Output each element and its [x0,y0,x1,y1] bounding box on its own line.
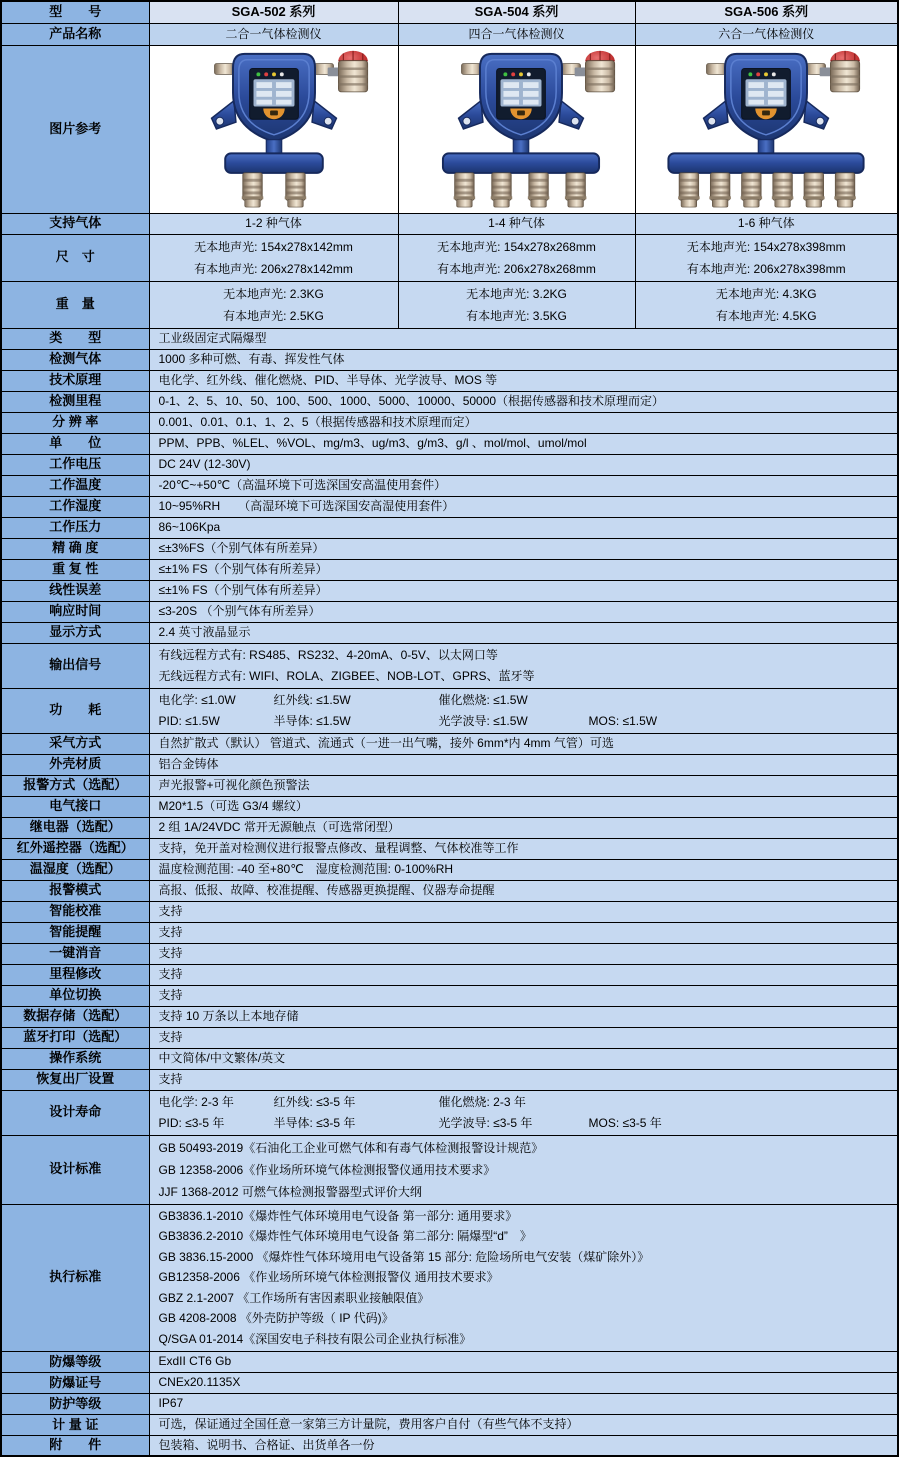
dimensions-504: 无本地声光: 154x278x268mm 有本地声光: 206x278x268mm [398,234,635,281]
product-name-502: 二合一气体检测仪 [149,23,398,45]
power-consumption-label: 功 耗 [1,688,149,733]
work-temp-value: -20℃~+50℃（高温环境下可选深国安高温使用套件） [149,475,898,496]
resolution-label: 分 辨 率 [1,412,149,433]
principle-label: 技术原理 [1,370,149,391]
electrical-port-value: M20*1.5（可选 G3/4 螺纹） [149,796,898,817]
one-key-mute-value: 支持 [149,943,898,964]
smart-reminder-value: 支持 [149,922,898,943]
metering-cert-value: 可选，保证通过全国任意一家第三方计量院，费用客户自付（有些气体不支持） [149,1414,898,1435]
range-modify-label: 里程修改 [1,964,149,985]
supported-gas-label: 支持气体 [1,213,149,234]
work-pressure-label: 工作压力 [1,517,149,538]
alarm-mode-label: 报警模式 [1,880,149,901]
accessories-label: 附 件 [1,1435,149,1456]
output-signal-value: 有线远程方式有: RS485、RS232、4-20mA、0-5V、以太网口等 无线远程方式有: WIFI、ROLA、ZIGBEE、NOB-LOT、GPRS、蓝牙等 [149,643,898,688]
gas-detector-4-sensor-image [399,48,636,210]
weight-504: 无本地声光: 3.2KG 有本地声光: 3.5KG [398,281,635,328]
supported-gas-506: 1-6 种气体 [635,213,898,234]
factory-reset-label: 恢复出厂设置 [1,1069,149,1090]
detect-gases-label: 检测气体 [1,349,149,370]
work-humidity-value: 10~95%RH （高湿环境下可选深国安高湿使用套件） [149,496,898,517]
data-storage-value: 支持 10 万条以上本地存储 [149,1006,898,1027]
output-signal-label: 输出信号 [1,643,149,688]
manifold [442,153,598,173]
response-time-label: 响应时间 [1,601,149,622]
one-key-mute-label: 一键消音 [1,943,149,964]
design-life-label: 设计寿命 [1,1090,149,1135]
dimensions-506: 无本地声光: 154x278x398mm 有本地声光: 206x278x398mm [635,234,898,281]
work-temp-label: 工作温度 [1,475,149,496]
product-image-sga-502 [149,45,398,213]
range-label: 检测里程 [1,391,149,412]
housing-value: 铝合金铸体 [149,754,898,775]
data-storage-label: 数据存储（选配） [1,1006,149,1027]
power-consumption-value: 电化学: ≤1.0W 红外线: ≤1.5W 催化燃烧: ≤1.5W PID: ≤1.5W 半导体: ≤1.5W 光学波导: ≤1.5W MOS: ≤1.5W [149,688,898,733]
factory-reset-value: 支持 [149,1069,898,1090]
unit-switch-value: 支持 [149,985,898,1006]
supported-gas-502: 1-2 种气体 [149,213,398,234]
table-row [1,213,898,234]
sampling-label: 采气方式 [1,733,149,754]
bluetooth-print-value: 支持 [149,1027,898,1048]
relay-value: 2 组 1A/24VDC 常开无源触点（可选常闭型） [149,817,898,838]
table-row [1,23,898,45]
table-row [1,234,898,281]
range-value: 0-1、2、5、10、50、100、500、1000、5000、10000、50000（根据传感器和技术原理而定） [149,391,898,412]
explosion-cert-label: 防爆证号 [1,1372,149,1393]
weight-label: 重 量 [1,281,149,328]
type-value: 工业级固定式隔爆型 [149,328,898,349]
table-row [1,1204,898,1351]
os-value: 中文简体/中文繁体/英文 [149,1048,898,1069]
relay-label: 继电器（选配） [1,817,149,838]
os-label: 操作系统 [1,1048,149,1069]
smart-calibration-label: 智能校准 [1,901,149,922]
ir-remote-label: 红外遥控器（选配） [1,838,149,859]
alarm-method-value: 声光报警+可视化颜色预警法 [149,775,898,796]
product-name-label: 产品名称 [1,23,149,45]
table-row [1,688,898,733]
voltage-value: DC 24V (12-30V) [149,454,898,475]
principle-value: 电化学、红外线、催化燃烧、PID、半导体、光学波导、MOS 等 [149,370,898,391]
product-name-506: 六合一气体检测仪 [635,23,898,45]
repeatability-label: 重 复 性 [1,559,149,580]
table-row [1,281,898,328]
explosion-cert-value: CNEx20.1135X [149,1372,898,1393]
model-row-label: 型 号 [1,1,149,23]
temp-humidity-opt-value: 温度检测范围: -40 至+80℃ 湿度检测范围: 0-100%RH [149,859,898,880]
range-modify-value: 支持 [149,964,898,985]
table-row [1,643,898,688]
manifold [669,153,864,173]
ip-rating-label: 防护等级 [1,1393,149,1414]
electrical-port-label: 电气接口 [1,796,149,817]
table-row [1,45,898,213]
table-row [1,1135,898,1204]
smart-calibration-value: 支持 [149,901,898,922]
work-pressure-value: 86~106Kpa [149,517,898,538]
explosion-grade-label: 防爆等级 [1,1351,149,1372]
design-life-value: 电化学: 2-3 年 红外线: ≤3-5 年 催化燃烧: 2-3 年 PID: ≤3-5 年 半导体: ≤3-5 年 光学波导: ≤3-5 年 MOS: ≤3-5 年 [149,1090,898,1135]
metering-cert-label: 计 量 证 [1,1414,149,1435]
resolution-value: 0.001、0.01、0.1、1、2、5（根据传感器和技术原理而定） [149,412,898,433]
voltage-label: 工作电压 [1,454,149,475]
display-value: 2.4 英寸液晶显示 [149,622,898,643]
linearity-value: ≤±1% FS（个别气体有所差异） [149,580,898,601]
accessories-value: 包装箱、说明书、合格证、出货单各一份 [149,1435,898,1456]
units-value: PPM、PPB、%LEL、%VOL、mg/m3、ug/m3、g/m3、g/l 、mol/mol、umol/mol [149,433,898,454]
weight-502: 无本地声光: 2.3KG 有本地声光: 2.5KG [149,281,398,328]
table-row [1,1,898,23]
exec-standard-value: GB3836.1-2010《爆炸性气体环境用电气设备 第一部分: 通用要求》 GB3836.2-2010《爆炸性气体环境用电气设备 第二部分: 隔爆型“d” 》 GB 3836.15-2000 《爆炸性气体环境用电气设备第 15 部分: 危险场所电气安装（煤矿除外）》 GB12358-2006 《作业场所环境气体检测报警仪 通用技术要求》 GBZ 2.1-2007 《工作场所有害因素职业接触限值》 GB 4208-2008 《外壳防护等级（ IP 代码)》 Q/SGA 01-2014《深国安电子科技有限公司企业执行标准》 [149,1204,898,1351]
dimensions-502: 无本地声光: 154x278x142mm 有本地声光: 206x278x142mm [149,234,398,281]
work-humidity-label: 工作湿度 [1,496,149,517]
bluetooth-print-label: 蓝牙打印（选配） [1,1027,149,1048]
explosion-grade-value: ExdII CT6 Gb [149,1351,898,1372]
alarm-mode-value: 高报、低报、故障、校准提醒、传感器更换提醒、仪器寿命提醒 [149,880,898,901]
response-time-value: ≤3-20S （个别气体有所差异） [149,601,898,622]
display-label: 显示方式 [1,622,149,643]
image-row-label: 图片参考 [1,45,149,213]
ir-remote-value: 支持，免开盖对检测仪进行报警点修改、量程调整、气体校准等工作 [149,838,898,859]
units-label: 单 位 [1,433,149,454]
gas-detector-2-sensor-image [152,48,396,210]
product-image-sga-506 [635,45,898,213]
sampling-value: 自然扩散式（默认） 管道式、流通式（一进一出气嘴，接外 6mm*内 4mm 气管）可选 [149,733,898,754]
smart-reminder-label: 智能提醒 [1,922,149,943]
gas-detector-6-sensor-image [641,48,891,210]
model-sga-506: SGA-506 系列 [635,1,898,23]
product-image-sga-504 [398,45,635,213]
type-label: 类 型 [1,328,149,349]
product-name-504: 四合一气体检测仪 [398,23,635,45]
accuracy-value: ≤±3%FS（个别气体有所差异） [149,538,898,559]
model-sga-502: SGA-502 系列 [149,1,398,23]
unit-switch-label: 单位切换 [1,985,149,1006]
dimensions-label: 尺 寸 [1,234,149,281]
supported-gas-504: 1-4 种气体 [398,213,635,234]
model-sga-504: SGA-504 系列 [398,1,635,23]
table-row [1,1090,898,1135]
repeatability-value: ≤±1% FS（个别气体有所差异） [149,559,898,580]
design-standard-label: 设计标准 [1,1135,149,1204]
ip-rating-value: IP67 [149,1393,898,1414]
manifold [225,153,323,173]
exec-standard-label: 执行标准 [1,1204,149,1351]
weight-506: 无本地声光: 4.3KG 有本地声光: 4.5KG [635,281,898,328]
accuracy-label: 精 确 度 [1,538,149,559]
alarm-method-label: 报警方式（选配） [1,775,149,796]
design-standard-value: GB 50493-2019《石油化工企业可燃气体和有毒气体检测报警设计规范》 GB 12358-2006《作业场所环境气体检测报警仪通用技术要求》 JJF 1368-2012 可燃气体检测报警器型式评价大纲 [149,1135,898,1204]
temp-humidity-opt-label: 温湿度（选配） [1,859,149,880]
linearity-label: 线性误差 [1,580,149,601]
detect-gases-value: 1000 多种可燃、有毒、挥发性气体 [149,349,898,370]
housing-label: 外壳材质 [1,754,149,775]
